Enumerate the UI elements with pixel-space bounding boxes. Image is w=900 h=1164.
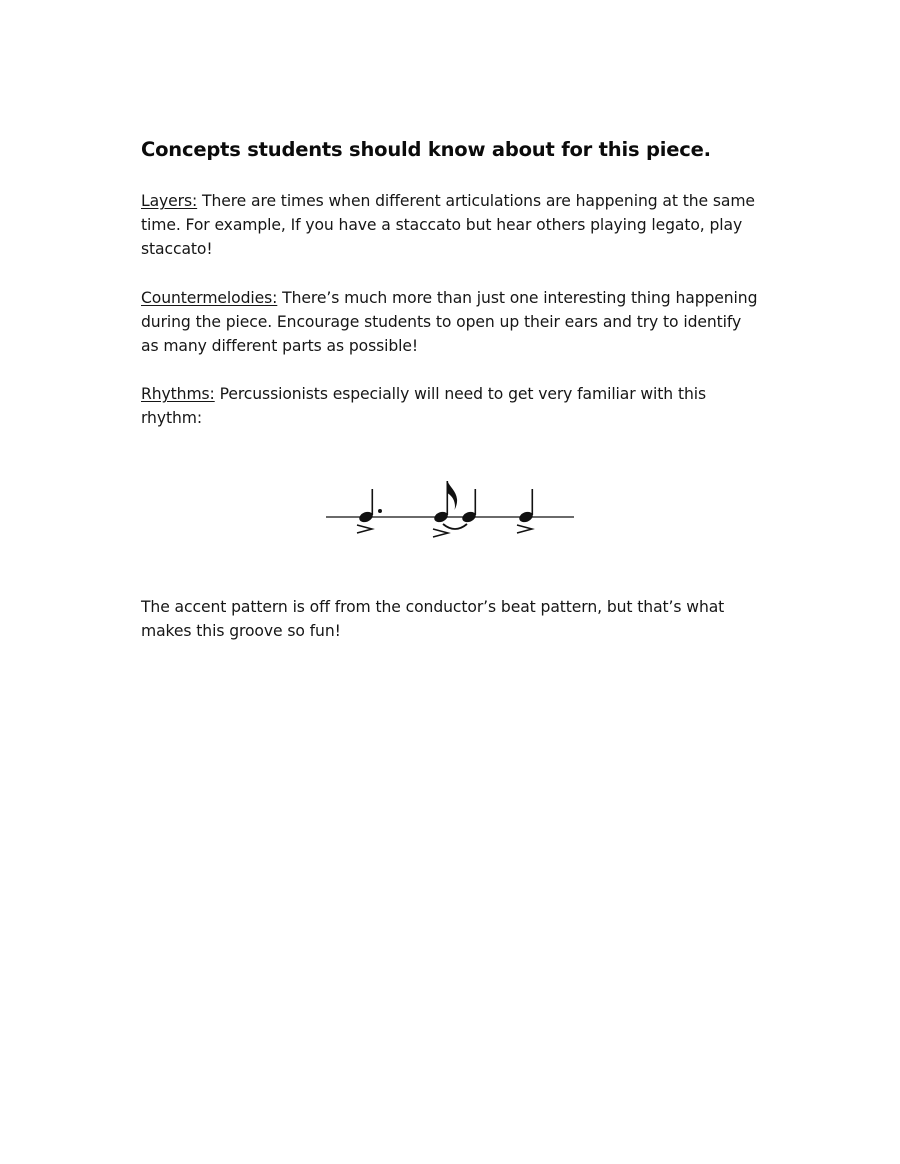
section-label-countermelodies: Countermelodies: [141, 288, 278, 307]
dotted-quarter-note [357, 489, 382, 533]
section-countermelodies [141, 286, 761, 359]
note-flag [447, 481, 457, 510]
quarter-note [517, 489, 534, 533]
section-layers [141, 189, 761, 262]
section-text-rhythms: Percussionists especially will need to get very familiar with this rhythm: [141, 385, 706, 428]
accent-mark [517, 525, 532, 533]
eighth-note [461, 489, 478, 524]
document-page [141, 134, 761, 667]
rhythm-notation [141, 455, 761, 575]
accent-mark [357, 525, 372, 533]
rhythm-notation-icon [326, 477, 586, 552]
accent-mark [433, 529, 448, 537]
section-text-countermelodies: There’s much more than just one interesting thing happening during the piece. Encourage students to open up their ears and try to identify as many different parts as possible! [141, 288, 758, 356]
page-title: Concepts students should know about for this piece. [141, 138, 711, 161]
section-label-rhythms: Rhythms: [141, 385, 215, 404]
tie-mark [443, 524, 467, 529]
section-text-layers: There are times when different articulations are happening at the same time. For example, If you have a staccato but hear others playing legato, play staccato! [141, 192, 755, 259]
closing-paragraph: The accent pattern is off from the conductor’s beat pattern, but that’s what makes this groove so fun! [141, 597, 725, 640]
section-rhythms [141, 382, 761, 430]
section-label-layers: Layers: [141, 192, 198, 210]
